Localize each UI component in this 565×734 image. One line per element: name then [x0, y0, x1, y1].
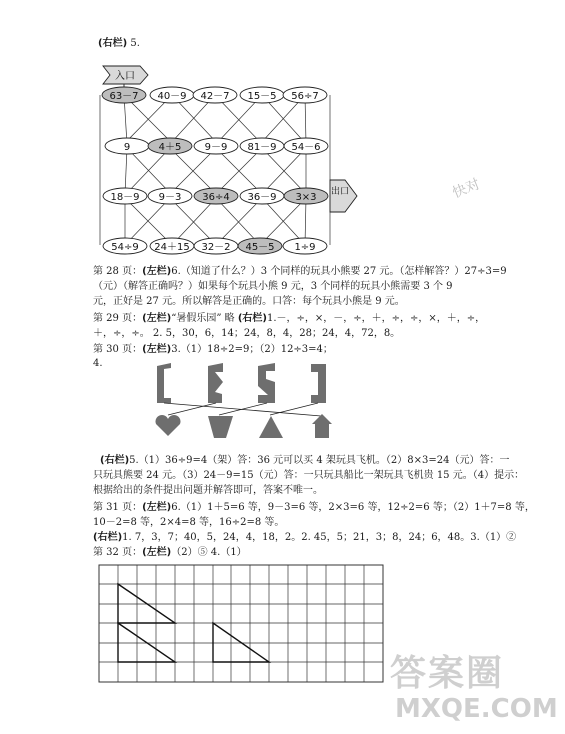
- answer-text: 1. 7，3，7；40，5，24，4，18，2。2. 45，5；21，3；8，24；6，48。3.（1）②: [122, 532, 517, 543]
- node-label: 1÷9: [294, 242, 316, 253]
- column-tag: (左栏): [142, 344, 172, 355]
- r5-line-2: 只玩具熊要 24 元。（3）24－9=15（元）答：一只玩具船比一架玩具飞机贵 15 元。（4）提示：: [93, 470, 525, 481]
- answer-text: 5.（1）36÷9=4（架）答：36 元可以买 4 架玩具飞机。（2）8×3=24（元）答：一: [129, 455, 510, 466]
- node-label: 15－5: [247, 91, 277, 102]
- column-tag: (左栏): [142, 547, 172, 558]
- match-lines: [164, 403, 321, 416]
- maze-lines: [100, 95, 330, 245]
- node-label: 40－9: [157, 91, 187, 102]
- maze-figure: [0, 0, 565, 270]
- tile-shapes: [157, 363, 326, 403]
- node-label: 42－7: [200, 91, 230, 102]
- triangle-c: [213, 623, 269, 662]
- page-ref: 第 31 页：: [93, 502, 143, 513]
- node-label: 45－5: [245, 242, 275, 253]
- tile-shape-3: [258, 363, 275, 403]
- answer-text: 3.（1）18÷2=9；（2）12÷3=4；: [171, 344, 333, 355]
- column-tag: (右栏): [237, 313, 267, 324]
- node-label: 54－6: [291, 142, 321, 153]
- exit-label: 出口: [330, 187, 350, 197]
- p31-line-3: [93, 531, 516, 545]
- p29-line-1: [93, 312, 485, 326]
- p32-line-1: [93, 546, 247, 560]
- r5-line-1: [100, 454, 509, 468]
- answer-text: 6.（知道了什么？）3 个同样的玩具小熊要 27 元。（怎样解答？）27÷3=9: [171, 266, 507, 277]
- exit-arrow-icon: [330, 180, 357, 212]
- trapezoid-icon: [208, 416, 233, 438]
- p31-line-2: 10－2=8 等，2×4=8 等，16÷2=8 等。: [93, 517, 285, 528]
- item-number: 5.: [130, 38, 140, 49]
- node-label: 32－2: [201, 242, 231, 253]
- answer-text: 6.（1）1＋5=6 等，9－3=6 等，2×3=6 等，12÷2=6 等；（2）1＋7=8 等，: [171, 502, 535, 513]
- column-tag: (右栏): [93, 532, 123, 543]
- answer-text: 1.－，÷，×，－，÷，＋，÷，÷，×，＋，÷，: [266, 313, 486, 324]
- answer-text: （2）⑤ 4.（1）: [171, 547, 247, 558]
- page-ref: 第 32 页：: [93, 547, 143, 558]
- column-tag: (右栏): [98, 38, 128, 49]
- triangle-b: [118, 623, 175, 662]
- page-ref: 第 30 页：: [93, 344, 143, 355]
- page-ref: 第 29 页：: [93, 313, 143, 324]
- column-tag: (左栏): [142, 313, 172, 324]
- tile-shape-2: [208, 363, 223, 403]
- node-label: 9－9: [204, 142, 228, 153]
- node-label: 18－9: [110, 192, 140, 203]
- column-tag: (右栏): [100, 455, 130, 466]
- r5-line-3: 根据给出的条件提出问题并解答即可，答案不唯一。: [93, 485, 323, 496]
- watermark-kuaidui: 快对: [450, 176, 483, 202]
- node-label: 24＋15: [154, 242, 190, 253]
- house-icon: [312, 414, 332, 438]
- page-ref: 第 28 页：: [93, 266, 143, 277]
- column-tag: (左栏): [142, 266, 172, 277]
- maze-labels: [109, 91, 320, 253]
- p30-line-1: [93, 343, 333, 357]
- triangle-icon: [259, 416, 283, 438]
- triangle-a: [118, 584, 175, 623]
- target-shapes: [155, 414, 332, 438]
- p28-line-3: 元，正好是 27 元。所以解答是正确的。口答：每个玩具小熊是 9 元。: [93, 296, 405, 307]
- node-label: 9－3: [158, 192, 182, 203]
- heart-icon: [155, 415, 180, 436]
- node-label: 54÷9: [111, 242, 139, 253]
- maze-nodes: [102, 87, 328, 254]
- tile-shape-1: [157, 363, 171, 403]
- tile-shape-4: [311, 364, 326, 403]
- watermark-site: MXQE.COM: [395, 694, 558, 724]
- entrance-label: 入口: [115, 71, 135, 82]
- node-label: 63－7: [109, 91, 139, 102]
- shape-match-figure: [0, 358, 565, 448]
- column-tag: (左栏): [142, 502, 172, 513]
- node-label: 81－9: [247, 142, 277, 153]
- item-4-label: 4.: [93, 358, 103, 369]
- p29-line-2: ＋，÷，÷。 2. 5，30，6，14；24，8，4，28；24，4，72，8。: [93, 328, 401, 339]
- p31-line-1: [93, 501, 535, 515]
- node-label: 36÷4: [202, 192, 230, 203]
- p28-line-2: （元）（解答正确吗？）如果每个玩具小熊 9 元，3 个同样的玩具小熊需要 3 个 9: [93, 281, 453, 292]
- node-label: 36－9: [247, 192, 277, 203]
- watermark-answer-circle: 答案圈: [390, 653, 505, 694]
- entrance-arrow-icon: [103, 66, 148, 87]
- node-label: 4＋5: [158, 142, 182, 153]
- node-label: 3×3: [295, 192, 317, 203]
- node-label: 9: [123, 142, 131, 153]
- answer-text: “暑假乐园” 略: [171, 313, 235, 324]
- node-label: 56÷7: [291, 91, 319, 102]
- p28-line-1: [93, 265, 507, 279]
